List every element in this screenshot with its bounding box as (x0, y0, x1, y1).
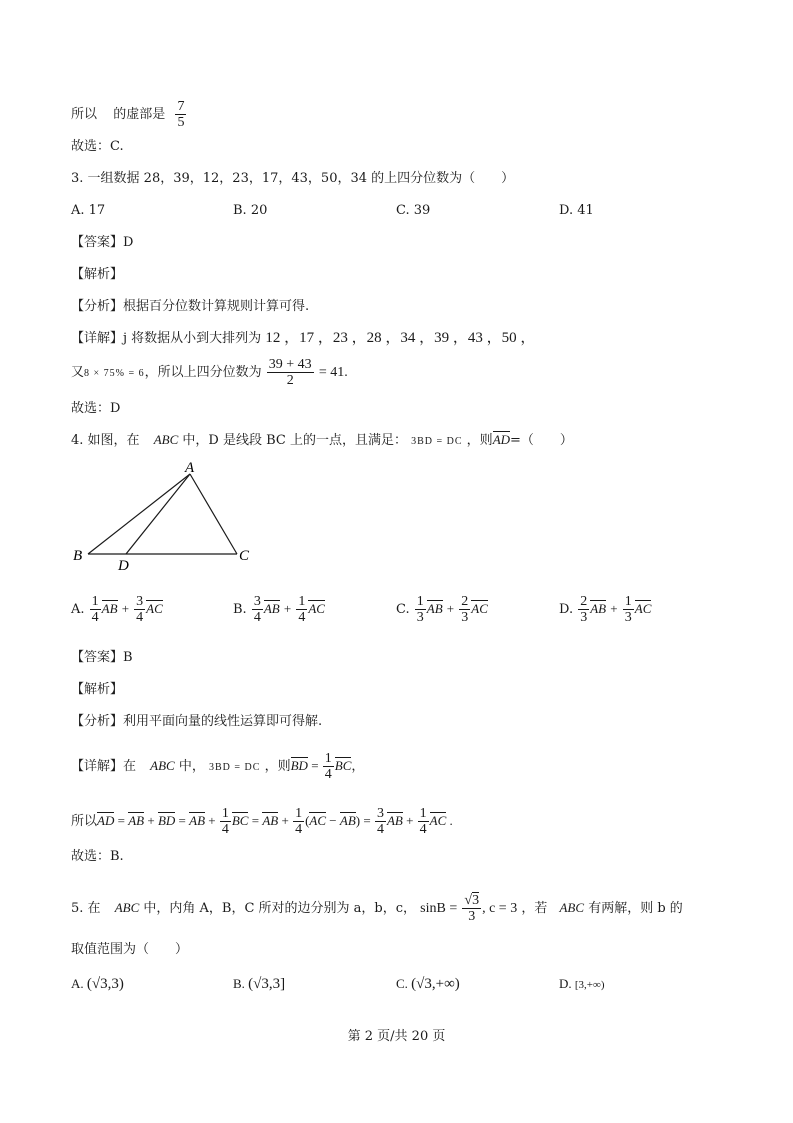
side-ac (190, 474, 237, 554)
prev-imag-line: 所以 的虚部是 $\frac{7}{5}$ (71, 99, 185, 130)
q4-answer: 【答案】B (71, 650, 133, 665)
segment-ad (126, 474, 190, 554)
q3-fraction: $\frac{39 + 43}{2}$ (268, 357, 312, 388)
page-footer: 第 2 页/共 20 页 (347, 1029, 446, 1044)
q4-option-d: D. $\frac{2}{3}$ AB + $\frac{1}{3}$ AC (559, 594, 652, 625)
q4-option-c: C. $\frac{1}{3}$ AB + $\frac{2}{3}$ AC (396, 594, 488, 625)
q3-option-a: A. 17 (71, 203, 106, 218)
q4-fenxi: 【分析】利用平面向量的线性运算即可得解. (71, 714, 323, 729)
q4-stem: 4. 如图，在 ABC 中，D 是线段 BC 上的一点，且满足： 3BD = DC ，则AD=（ ） (71, 432, 573, 448)
q5-stem-2: 取值范围为（ ） (71, 942, 189, 957)
q3-detail-2: 又8 × 75% = 6，所以上四分位数为 $\frac{39 + 43}{2}$ = 41. (71, 357, 348, 388)
q3-answer: 【答案】D (71, 235, 134, 250)
q5-option-d: D. [3,+∞) (559, 976, 605, 991)
q5-option-c: C. (√3,+∞) (396, 976, 460, 992)
q3-stem: 3. 一组数据 28，39，12，23，17，43，50，34 的上四分位数为（ ） (71, 171, 515, 186)
q5-option-a: A. (√3,3) (71, 976, 124, 992)
q4-option-a: A. $\frac{1}{4}$ AB + $\frac{3}{4}$ AC (71, 594, 163, 625)
q4-choose: 故选：B. (71, 849, 124, 864)
prev-choose: 故选：C. (71, 139, 124, 154)
label-b: B (73, 548, 83, 564)
label-a: A (185, 460, 195, 476)
label-d: D (118, 558, 129, 574)
q3-fenxi: 【分析】根据百分位数计算规则计算可得. (71, 299, 310, 314)
label-c: C (239, 548, 250, 564)
q5-stem: 5. 在 ABC 中，内角 A，B，C 所对的边分别为 a，b，c， sinB = $\frac{√3}{3}$ , c = 3 ，若 ABC 有两解，则 b 的 (71, 893, 683, 924)
q4-analysis-head: 【解析】 (71, 682, 124, 697)
q3-option-b: B. 20 (233, 203, 268, 218)
q3-analysis-head: 【解析】 (71, 267, 124, 282)
q4-detail: 【详解】在 ABC 中， 3BD = DC ，则BD = $\frac{1}{4}$ BC， (71, 751, 365, 782)
q3-detail: 【详解】j 将数据从小到大排列为 12 ，17 ，23 ，28 ，34 ，39 ，43 ，50 ， (71, 330, 536, 346)
q4-option-b: B. $\frac{3}{4}$ AB + $\frac{1}{4}$ AC (233, 594, 325, 625)
side-ab (88, 474, 190, 554)
q3-option-c: C. 39 (396, 203, 431, 218)
q3-choose: 故选：D (71, 401, 121, 416)
triangle-figure (70, 456, 270, 576)
imag-fraction: $\frac{7}{5}$ (177, 99, 185, 130)
q3-option-d: D. 41 (559, 203, 594, 218)
sinb-fraction: $\frac{√3}{3}$ (464, 893, 480, 924)
q4-derivation: 所以AD = AB + BD = AB + $\frac{1}{4}$ BC = AB + $\frac{1}{4}$ (AC − AB) = $\frac{3}{4}$ AB + $\frac{1}{4}$ AC . (71, 806, 453, 837)
q5-option-b: B. (√3,3] (233, 976, 286, 992)
